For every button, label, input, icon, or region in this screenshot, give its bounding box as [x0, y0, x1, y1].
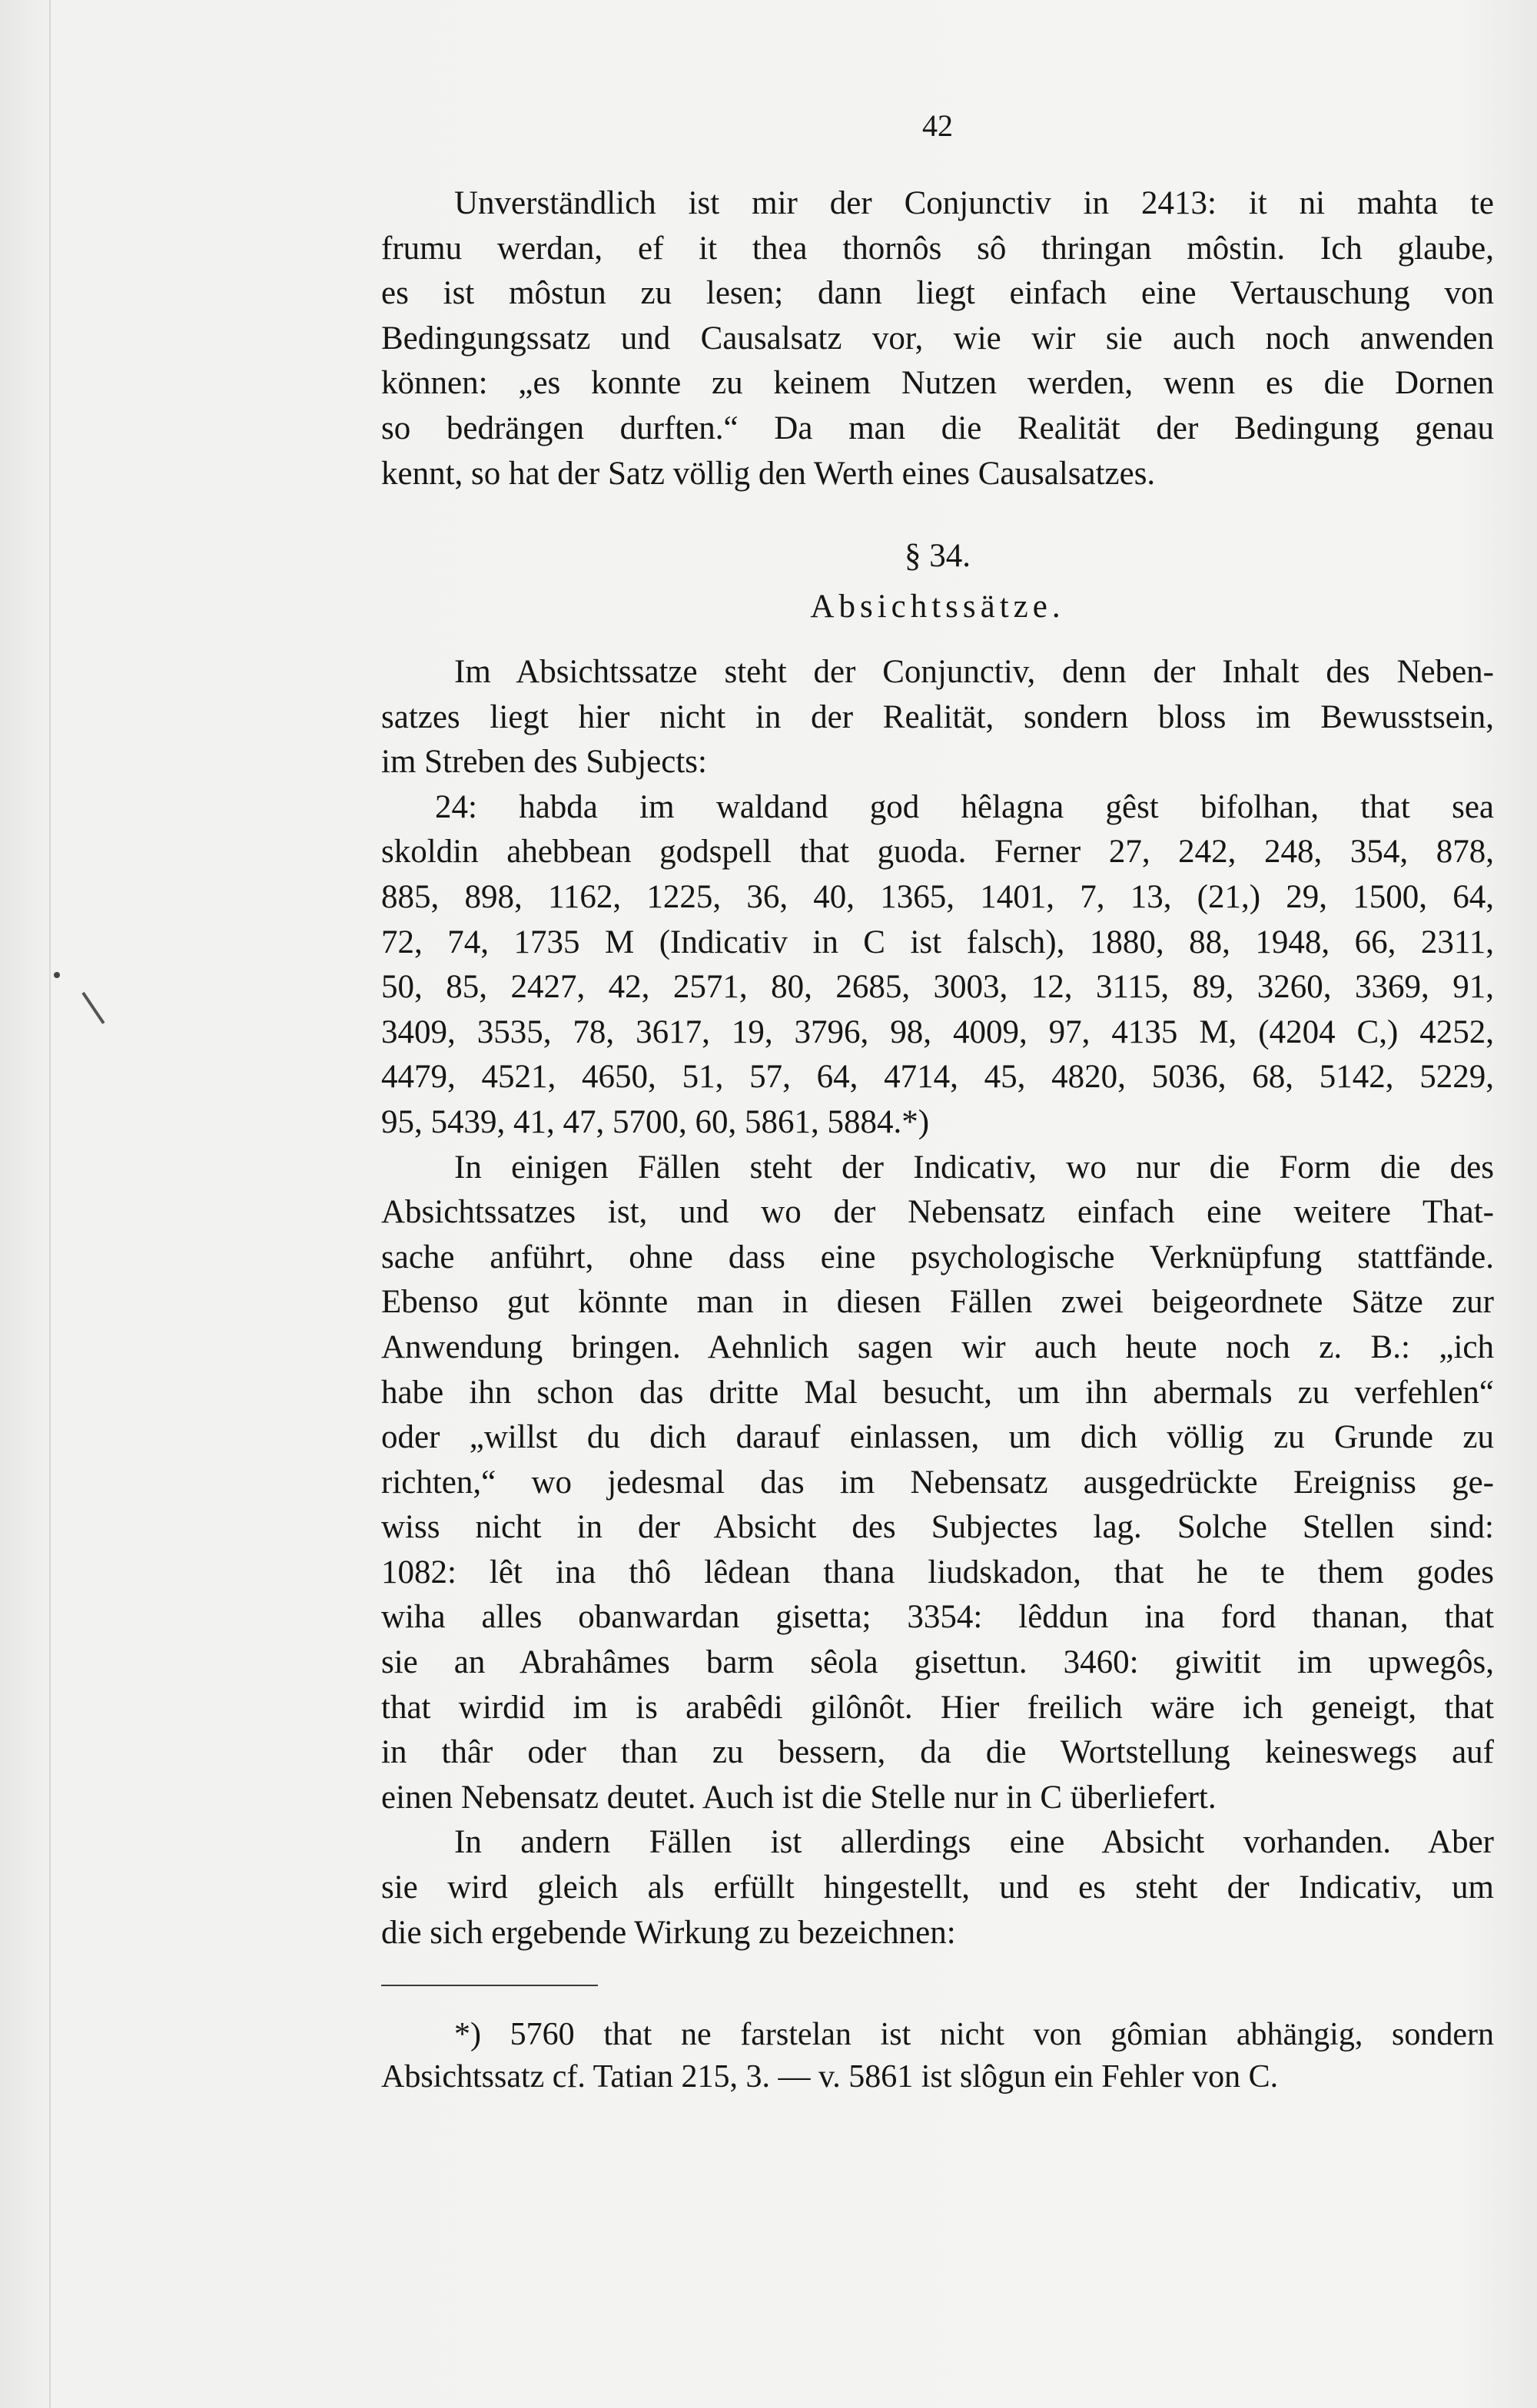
text-line: in thâr oder than zu bessern, da die Wortstellung keineswegs auf: [381, 1734, 1494, 1771]
text-line: 885, 898, 1162, 1225, 36, 40, 1365, 1401, 7, 13, (21,) 29, 1500, 64,: [381, 878, 1494, 915]
footnote-rule: [381, 1985, 598, 1986]
section-number: § 34.: [905, 538, 971, 574]
text-line: oder „willst du dich darauf einlassen, um dich völlig zu Grunde zu: [381, 1419, 1494, 1456]
text-line: richten,“ wo jedesmal das im Nebensatz ausgedrückte Ereigniss ge-: [381, 1464, 1494, 1501]
footnote: [381, 2014, 1494, 2098]
footnote-line: *) 5760 that ne farstelan ist nicht von gômian abhängig, sondern: [454, 2017, 1494, 2052]
text-line: wiha alles obanwardan gisetta; 3354: lêddun ina ford thanan, that: [381, 1599, 1494, 1636]
text-line: 4479, 4521, 4650, 51, 57, 64, 4714, 45, 4820, 5036, 68, 5142, 5229,: [381, 1059, 1494, 1096]
text-line: habe ihn schon das dritte Mal besucht, um ihn abermals zu verfehlen“: [381, 1374, 1494, 1411]
page-number: 42: [922, 108, 953, 143]
text-line: es ist môstun zu lesen; dann liegt einfach eine Vertauschung von: [381, 275, 1494, 312]
text-line: 24: habda im waldand god hêlagna gêst bifolhan, that sea: [435, 788, 1494, 825]
text-line: Unverständlich ist mir der Conjunctiv in 2413: it ni mahta te: [454, 185, 1494, 221]
footnote-line: Absichtssatz cf. Tatian 215, 3. — v. 5861 ist slôgun ein Fehler von C.: [381, 2059, 1279, 2095]
text-line: Ebenso gut könnte man in diesen Fällen zwei beigeordnete Sätze zur: [381, 1284, 1494, 1321]
text-line: Absichtssatzes ist, und wo der Nebensatz einfach eine weitere That-: [381, 1194, 1494, 1231]
section-title: Absichtssätze.: [810, 589, 1065, 625]
text-line: sache anführt, ohne dass eine psychologische Verknüpfung stattfände.: [381, 1239, 1494, 1275]
text-line: Anwendung bringen. Aehnlich sagen wir auch heute noch z. B.: „ich: [381, 1328, 1494, 1365]
text-line: 3409, 3535, 78, 3617, 19, 3796, 98, 4009, 97, 4135 M, (4204 C,) 4252,: [381, 1013, 1494, 1050]
scan-edge-shadow: [49, 0, 51, 2408]
text-line: that wirdid im is arabêdi gilônôt. Hier freilich wäre ich geneigt, that: [381, 1689, 1494, 1726]
text-line: 95, 5439, 41, 47, 5700, 60, 5861, 5884.*): [381, 1103, 930, 1140]
text-line: kennt, so hat der Satz völlig den Werth eines Causalsatzes.: [381, 455, 1156, 492]
text-line: In einigen Fällen steht der Indicativ, wo nur die Form die des: [454, 1149, 1494, 1186]
margin-pencil-mark: [81, 992, 105, 1024]
paragraph-conjunctiv: [381, 181, 1494, 496]
text-line: im Streben des Subjects:: [381, 744, 707, 781]
text-line: 50, 85, 2427, 42, 2571, 80, 2685, 3003, 12, 3115, 89, 3260, 3369, 91,: [381, 969, 1494, 1006]
text-line: können: „es konnte zu keinem Nutzen werden, wenn es die Dornen: [381, 365, 1494, 402]
section-body: [381, 650, 1494, 1955]
text-line: In andern Fällen ist allerdings eine Absicht vorhanden. Aber: [454, 1824, 1494, 1861]
margin-dot-mark: [54, 972, 60, 978]
text-line: Bedingungssatz und Causalsatz vor, wie wir sie auch noch anwenden: [381, 320, 1494, 357]
text-line: so bedrängen durften.“ Da man die Realität der Bedingung genau: [381, 410, 1494, 446]
text-line: frumu werdan, ef it thea thornôs sô thringan môstin. Ich glaube,: [381, 230, 1494, 267]
text-line: 1082: lêt ina thô lêdean thana liudskadon, that he te them godes: [381, 1554, 1494, 1590]
text-line: die sich ergebende Wirkung zu bezeichnen:: [381, 1914, 956, 1951]
text-line: Im Absichtssatze steht der Conjunctiv, denn der Inhalt des Neben-: [454, 654, 1494, 690]
text-line: wiss nicht in der Absicht des Subjectes lag. Solche Stellen sind:: [381, 1509, 1494, 1546]
text-line: einen Nebensatz deutet. Auch ist die Stelle nur in C überliefert.: [381, 1779, 1217, 1816]
text-line: skoldin ahebbean godspell that guoda. Ferner 27, 242, 248, 354, 878,: [381, 834, 1494, 871]
text-line: 72, 74, 1735 M (Indicativ in C ist falsch), 1880, 88, 1948, 66, 2311,: [381, 924, 1494, 960]
section-heading: [381, 533, 1494, 630]
text-line: sie an Abrahâmes barm sêola gisettun. 3460: giwitit im upwegôs,: [381, 1644, 1494, 1681]
text-line: sie wird gleich als erfüllt hingestellt, und es steht der Indicativ, um: [381, 1869, 1494, 1906]
text-line: satzes liegt hier nicht in der Realität, sondern bloss im Bewusstsein,: [381, 698, 1494, 735]
